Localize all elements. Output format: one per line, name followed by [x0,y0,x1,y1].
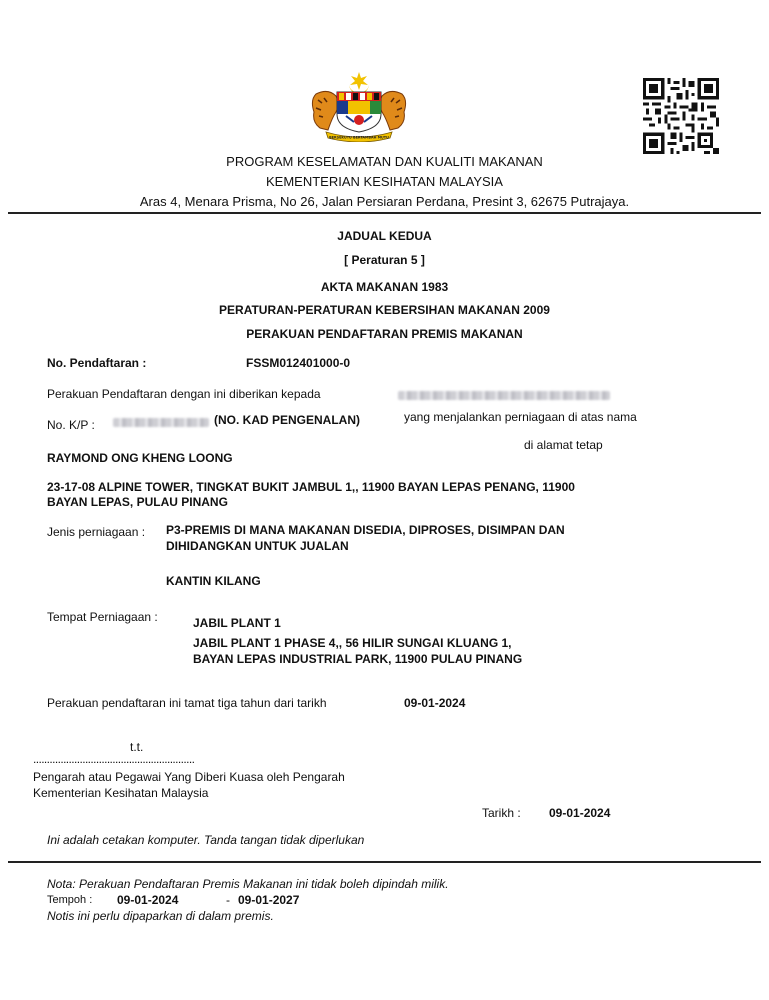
certificate-title: PERAKUAN PENDAFTARAN PREMIS MAKANAN [246,327,523,341]
business-type-label: Jenis perniagaan : [47,525,146,539]
signature-date-label: Tarikh : [482,806,521,820]
ministry-name: KEMENTERIAN KESIHATAN MALAYSIA [266,174,503,189]
qr-code [643,78,719,154]
owner-name: RAYMOND ONG KHENG LOONG [47,451,233,465]
footer-divider [8,861,761,863]
act-title: AKTA MAKANAN 1983 [320,280,449,294]
grant-text: Perakuan Pendaftaran dengan ini diberikan kepada [47,387,321,401]
signatory-ministry: Kementerian Kesihatan Malaysia [33,786,209,800]
schedule-title: JADUAL KEDUA [337,229,432,243]
address-text: di alamat tetap [524,438,603,452]
transfer-note: Nota: Perakuan Pendaftaran Premis Makanan ini tidak boleh dipindah milik. [47,877,449,891]
period-end: 09-01-2027 [238,893,300,907]
display-note: Notis ini perlu dipaparkan di dalam premis. [47,909,274,923]
expiry-date: 09-01-2024 [404,696,466,710]
redacted-ic-number [113,414,209,432]
signatory-title: Pengarah atau Pegawai Yang Diberi Kuasa oleh Pengarah [33,770,345,784]
regulations-title: PERATURAN-PERATURAN KEBERSIHAN MAKANAN 2009 [219,303,550,317]
business-type-line1: P3-PREMIS DI MANA MAKANAN DISEDIA, DIPROSES, DISIMPAN DAN [166,523,565,537]
expiry-text: Perakuan pendaftaran ini tamat tiga tahun dari tarikh [47,696,327,710]
place-name: JABIL PLANT 1 [193,616,281,630]
signature-date: 09-01-2024 [549,806,611,820]
org-address: Aras 4, Menara Prisma, No 26, Jalan Persiaran Perdana, Presint 3, 62675 Putrajaya. [139,194,630,209]
signature-line: ........................................................... [33,752,195,766]
period-label: Tempoh : [47,894,93,906]
kp-label: No. K/P : [47,418,95,432]
business-type-line2: DIHIDANGKAN UNTUK JUALAN [166,539,349,553]
business-name-text: yang menjalankan perniagaan di atas nama [404,410,637,424]
place-address-line2: BAYAN LEPAS INDUSTRIAL PARK, 11900 PULAU PINANG [193,652,523,666]
signature-tt: t.t. [130,740,144,754]
emblem-motto: BERSEKUTU BERTAMBAH MUTU [329,135,389,140]
period-separator: - [226,893,230,907]
regulation-ref: [ Peraturan 5 ] [344,253,425,267]
kp-suffix: (NO. KAD PENGENALAN) [214,413,360,427]
registration-label: No. Pendaftaran : [47,356,147,370]
owner-address-line2: BAYAN LEPAS, PULAU PINANG [47,495,228,509]
owner-address-line1: 23-17-08 ALPINE TOWER, TINGKAT BUKIT JAMBUL 1,, 11900 BAYAN LEPAS PENANG, 11900 [47,480,575,494]
place-label: Tempat Perniagaan : [47,610,158,624]
place-address-line1: JABIL PLANT 1 PHASE 4,, 56 HILIR SUNGAI KLUANG 1, [193,636,512,650]
computer-print-note: Ini adalah cetakan komputer. Tanda tangan tidak diperlukan [47,833,365,847]
header-divider [8,212,761,214]
business-category: KANTIN KILANG [166,574,261,588]
redacted-name [398,387,610,405]
period-start: 09-01-2024 [117,893,179,907]
coat-of-arms-emblem [306,70,412,142]
registration-number: FSSM012401000-0 [246,356,351,370]
org-name: PROGRAM KESELAMATAN DAN KUALITI MAKANAN [226,154,543,169]
